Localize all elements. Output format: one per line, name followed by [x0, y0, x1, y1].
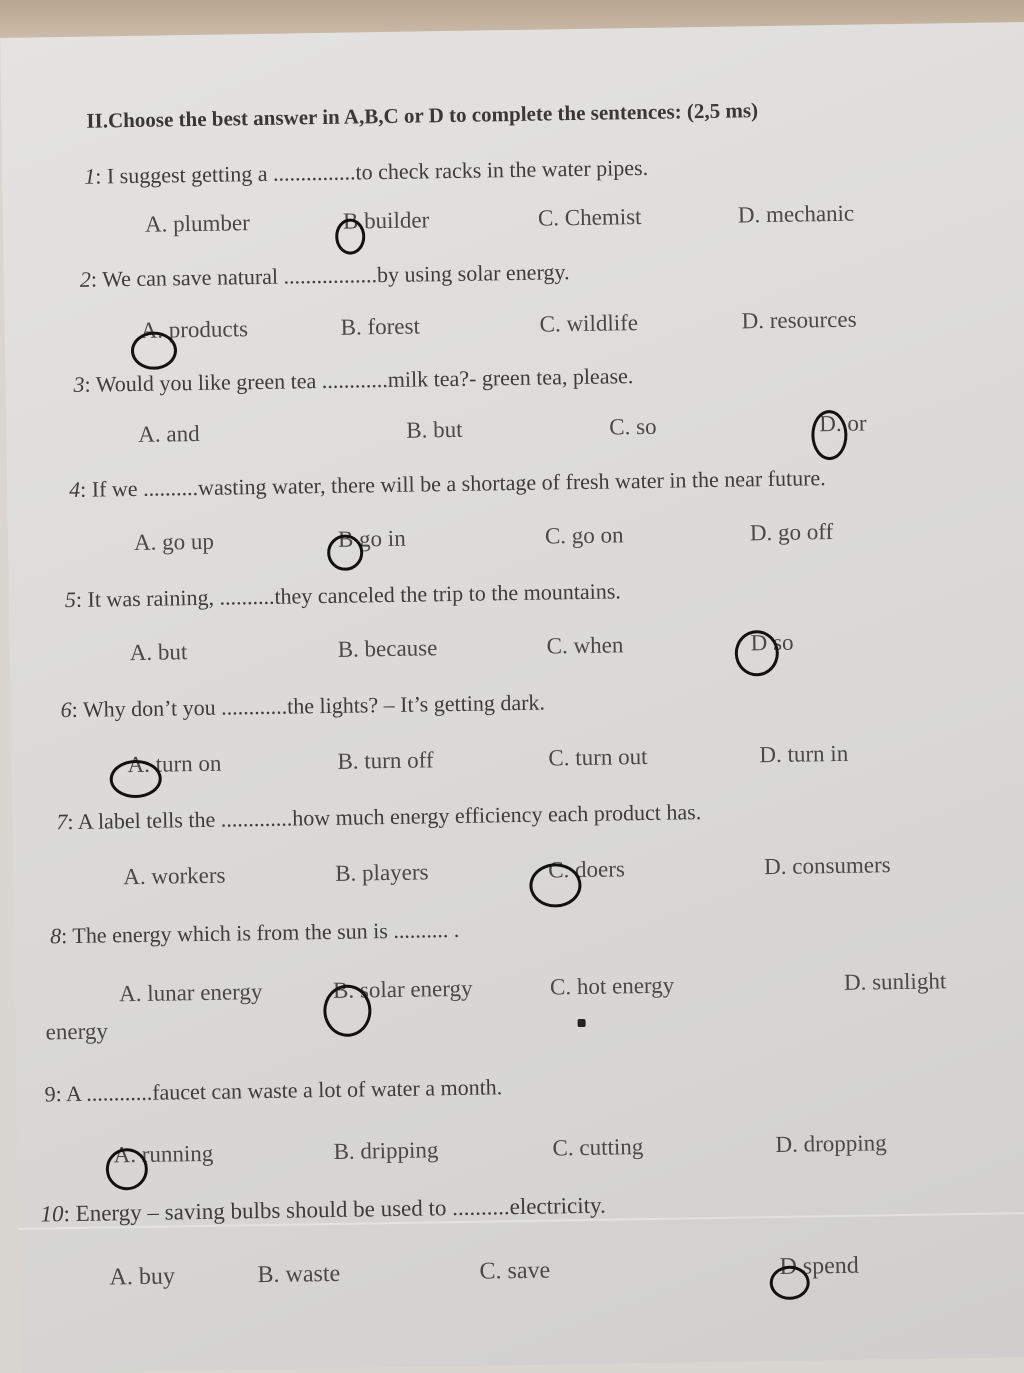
option-4a[interactable]: A. go up [133, 528, 215, 555]
answer-circle-7 [529, 863, 582, 908]
question-number: 1 [84, 163, 96, 189]
option-8a[interactable]: A. lunar energy [118, 979, 263, 1007]
option-6d[interactable]: D. turn in [759, 740, 849, 768]
option-9d[interactable]: D. dropping [775, 1130, 887, 1157]
option-2c[interactable]: C. wildlife [539, 310, 639, 337]
option-1b[interactable]: B builder [342, 207, 430, 234]
question-8 [50, 917, 460, 949]
option-1c[interactable]: C. Chemist [537, 203, 642, 231]
question-number: 7 [56, 809, 68, 835]
question-number: 3 [73, 371, 85, 397]
question-10 [40, 1193, 606, 1228]
answer-circle-1 [335, 218, 366, 254]
option-5d[interactable]: D so [750, 629, 794, 656]
question-text: : A label tells the .............how much energy efficiency each product has. [67, 799, 702, 835]
question-6 [60, 690, 545, 724]
question-number: 9 [44, 1081, 56, 1107]
exam-paper [0, 22, 1024, 1373]
option-2b[interactable]: B. forest [340, 313, 421, 340]
question-text: : I suggest getting a ...............to check racks in the water pipes. [95, 154, 649, 189]
question-7 [56, 799, 701, 835]
option-5b[interactable]: B. because [337, 635, 438, 662]
option-3b[interactable]: B. but [406, 416, 463, 443]
question-2 [80, 259, 570, 293]
option-10b[interactable]: B. waste [257, 1260, 341, 1289]
option-2a[interactable]: A. products [140, 316, 249, 343]
option-8a-overflow: energy [45, 1018, 109, 1045]
option-2d[interactable]: D. resources [741, 306, 857, 334]
question-5 [65, 578, 621, 613]
option-7a[interactable]: A. workers [123, 862, 226, 890]
answer-circle-5 [734, 630, 779, 677]
question-number: 2 [79, 266, 92, 292]
question-text: : If we ..........wasting water, there will be a shortage of fresh water in the near future. [79, 465, 826, 502]
question-4 [69, 465, 826, 503]
option-5c[interactable]: C. when [546, 632, 624, 659]
answer-circle-6 [109, 760, 162, 799]
option-10c[interactable]: C. save [479, 1257, 551, 1285]
question-9 [44, 1074, 502, 1107]
option-1a[interactable]: A. plumber [144, 210, 250, 237]
option-1d[interactable]: D. mechanic [737, 200, 855, 228]
option-3d[interactable]: D. or [819, 410, 867, 437]
option-4b[interactable]: B go in [337, 525, 406, 552]
question-text: : A ............faucet can waste a lot of water a month. [55, 1074, 503, 1107]
option-5a[interactable]: A. but [129, 639, 188, 666]
answer-circle-4 [327, 534, 364, 571]
option-8b[interactable]: B. solar energy [332, 975, 473, 1003]
question-text: : Energy – saving bulbs should be used to ..........electricity. [63, 1192, 607, 1227]
question-number: 8 [49, 923, 62, 949]
option-8c[interactable]: C. hot energy [549, 972, 675, 1000]
question-number: 10 [40, 1201, 64, 1227]
option-3c[interactable]: C. so [609, 413, 657, 440]
answer-circle-2 [131, 331, 178, 370]
option-6a[interactable]: A. turn on [127, 750, 222, 778]
option-4c[interactable]: C. go on [544, 522, 624, 549]
option-4d[interactable]: D. go off [749, 519, 834, 546]
option-6b[interactable]: B. turn off [337, 747, 434, 774]
question-number: 6 [60, 697, 72, 723]
option-8d[interactable]: D. sunlight [843, 968, 947, 995]
question-text: : We can save natural .................by using solar energy. [90, 259, 570, 292]
option-10a[interactable]: A. buy [109, 1263, 176, 1291]
option-9c[interactable]: C. cutting [552, 1134, 644, 1161]
answer-circle-8 [323, 984, 372, 1037]
option-7b[interactable]: B. players [335, 859, 429, 886]
question-text: : Why don’t you ............the lights? – It’s getting dark. [71, 689, 546, 722]
ink-smudge [578, 1019, 586, 1027]
answer-circle-3 [811, 410, 848, 461]
question-text: : Would you like green tea ............milk tea?- green tea, please. [84, 363, 634, 397]
option-9b[interactable]: B. dripping [333, 1137, 439, 1164]
question-text: : It was raining, ..........they canceled the trip to the mountains. [75, 578, 622, 612]
question-number: 5 [64, 586, 77, 613]
option-10d[interactable]: D spend [779, 1252, 859, 1280]
question-text: : The energy which is from the sun is .......... . [60, 916, 460, 949]
option-3a[interactable]: A. and [138, 420, 200, 447]
answer-circle-10 [769, 1265, 810, 1300]
option-7d[interactable]: D. consumers [763, 852, 891, 880]
question-1 [84, 155, 648, 190]
answer-circle-9 [106, 1148, 149, 1191]
option-9a[interactable]: A. running [113, 1140, 214, 1168]
section-title: II.Choose the best answer in A,B,C or D to complete the sentences: (2,5 ms) [86, 98, 759, 133]
option-7c[interactable]: C. doers [548, 856, 626, 883]
option-6c[interactable]: C. turn out [548, 743, 648, 771]
question-number: 4 [68, 476, 81, 503]
